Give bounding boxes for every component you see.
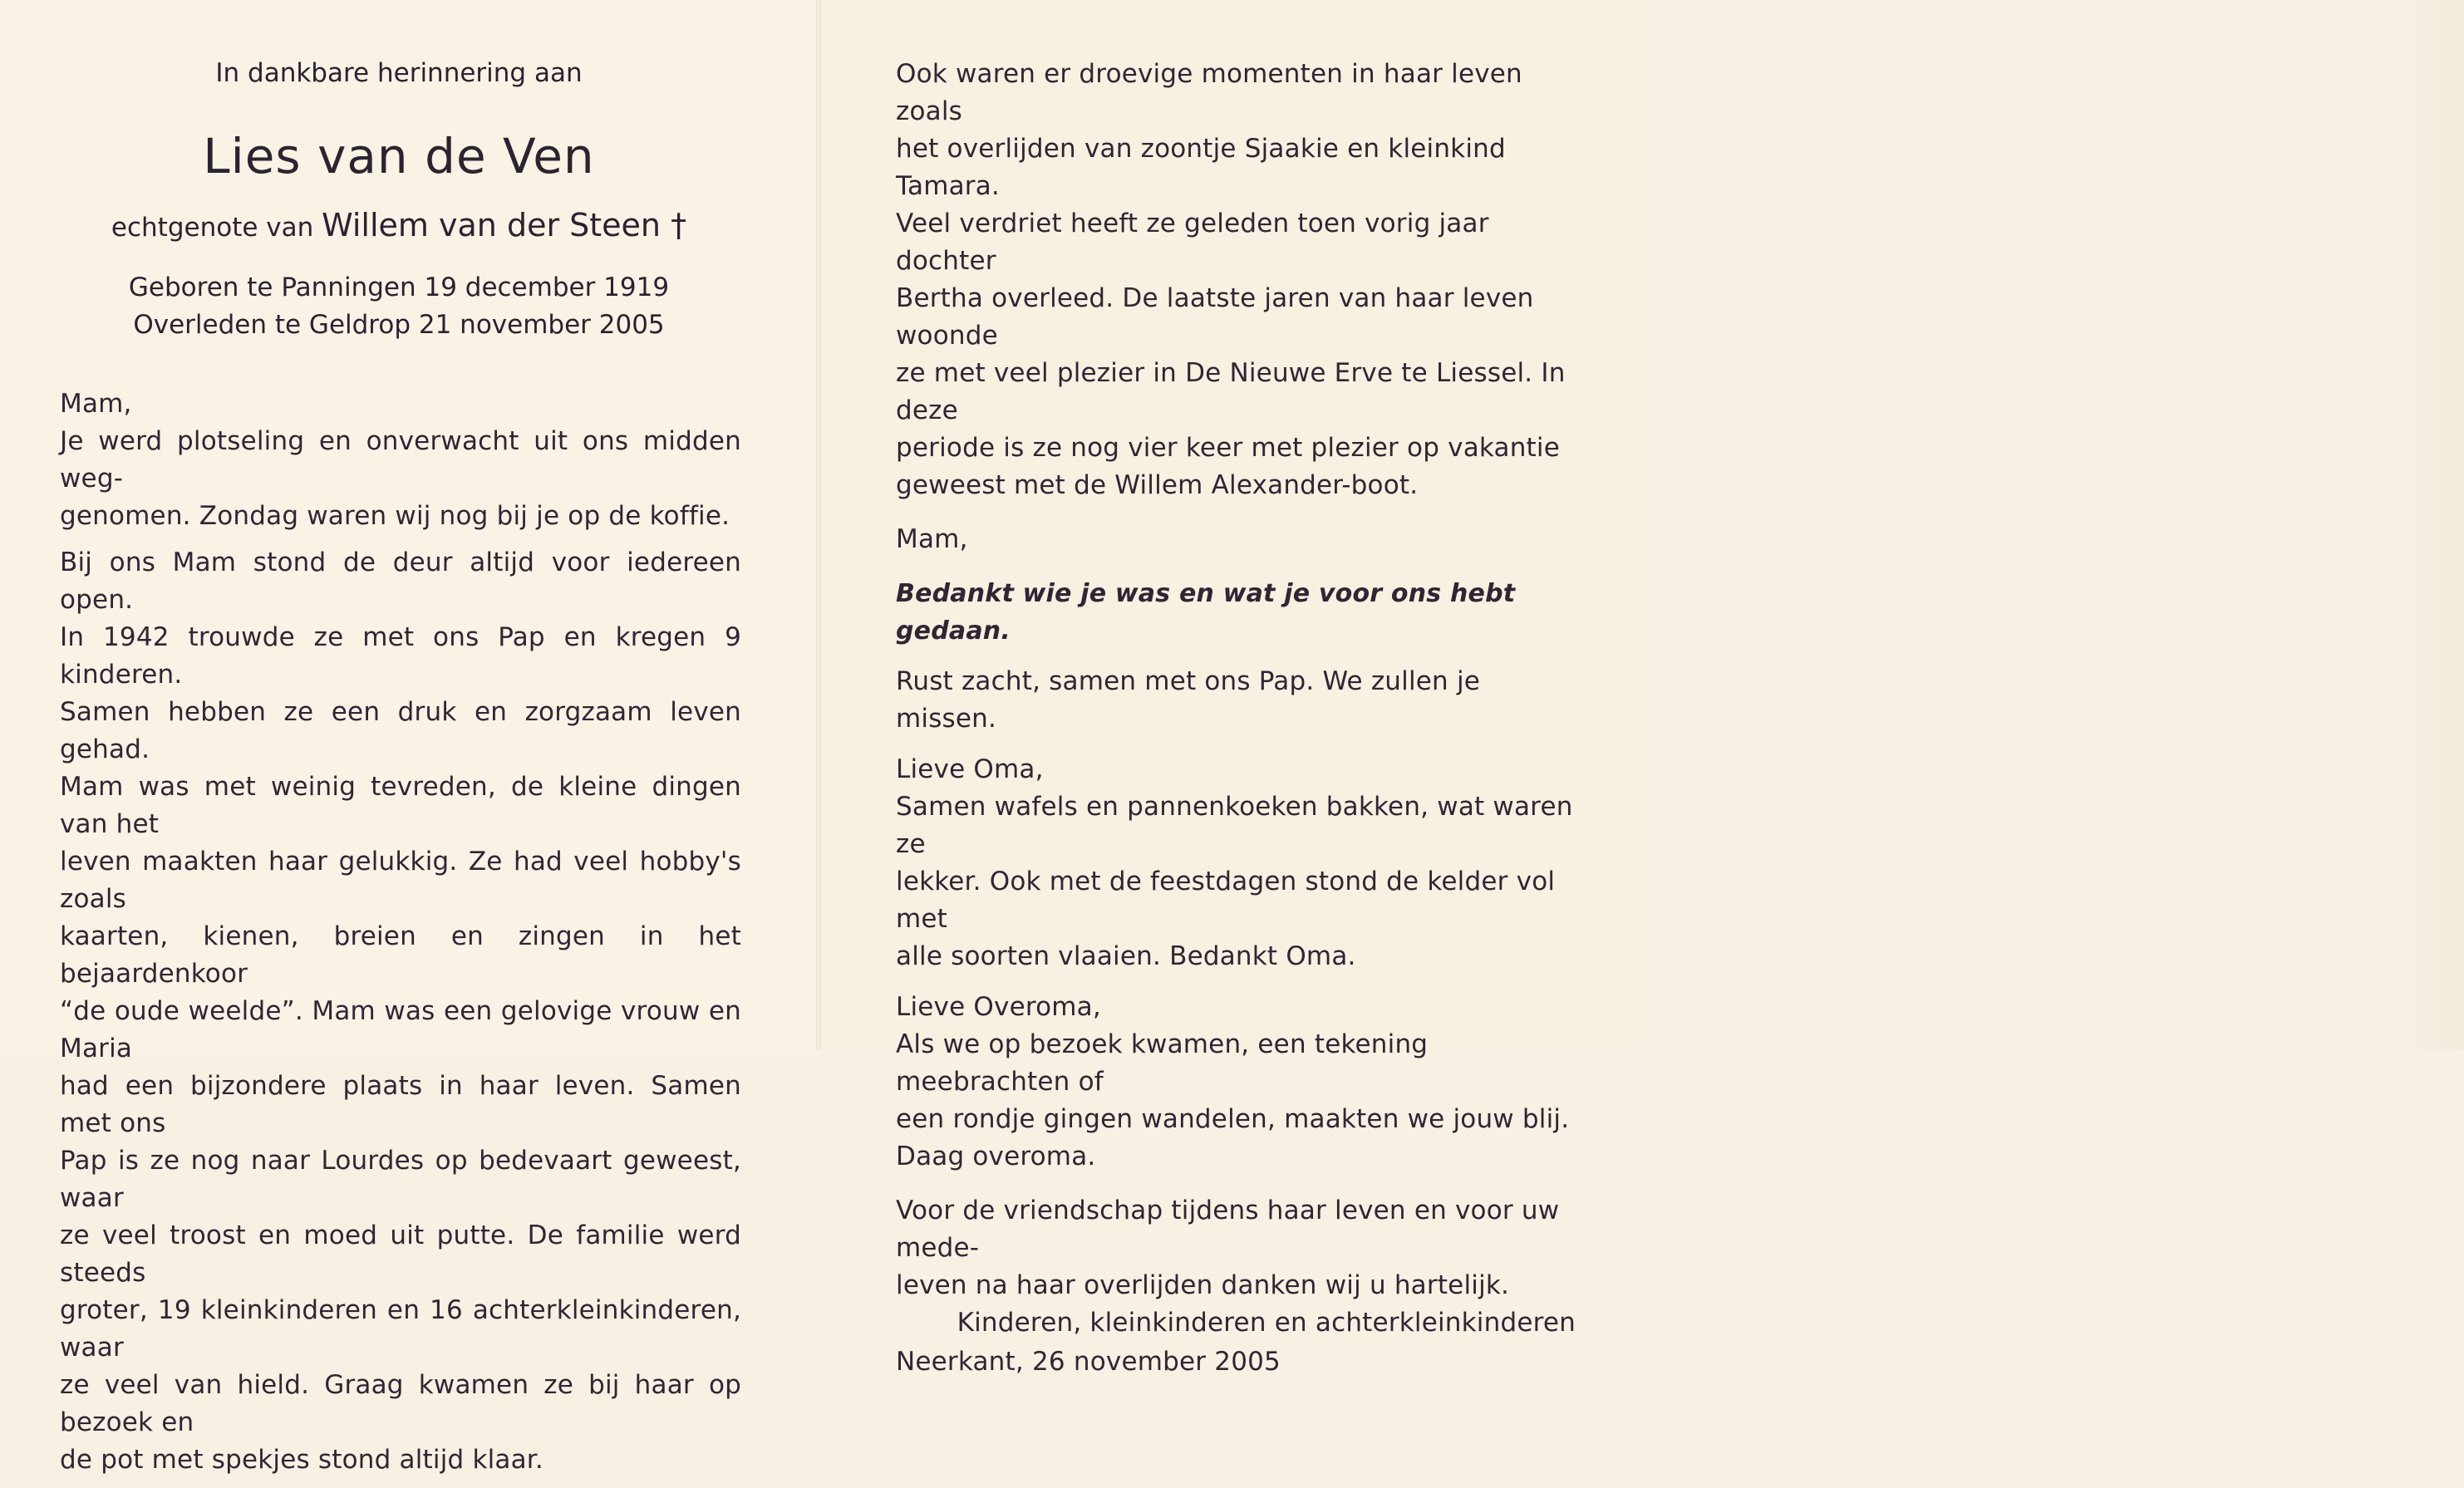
gratitude-message: Voor de vriendschap tijdens haar leven en voor uw mede- leven na haar overlijden danken wij u hartelijk. — [896, 1196, 1560, 1300]
overoma-message: Lieve Overoma, Als we op bezoek kwamen, een tekening meebrachten of een rondje gingen wandelen, maakten we jouw blij. Daag overoma. — [896, 992, 1570, 1171]
rest-line: Rust zacht, samen met ons Pap. We zullen je missen. — [896, 666, 1481, 734]
spouse-line — [0, 207, 798, 247]
place-date: Neerkant, 26 november 2005 — [896, 1347, 1281, 1377]
life-dates — [0, 269, 798, 344]
mam-salutation: Mam, — [896, 524, 968, 554]
left-message — [60, 386, 741, 1488]
card-heading — [0, 55, 798, 344]
deceased-name: Lies van de Ven — [203, 128, 595, 184]
oma-message: Lieve Oma, Samen wafels en pannenkoeken bakken, wat waren ze lekker. Ook met de feestdagen stond de kelder vol met alle soorten vlaaien. Bedankt Oma. — [896, 754, 1573, 971]
right-message — [896, 56, 1576, 1381]
death-line: Overleden te Geldrop 21 november 2005 — [133, 310, 665, 340]
left-page — [0, 0, 816, 1475]
life-story: Bij ons Mam stond de deur altijd voor iedereen open. In 1942 trouwde ze met ons Pap en kregen 9 kinderen. Samen hebben ze een druk en zorgzaam leven gehad. Mam was met weinig tevreden, de kleine dingen van het leven maakten haar gelukkig. Ze had veel hobby's zoals kaarten, kienen, breien en zingen in het bejaardenkoor “de oude weelde”. Mam was een gelovige vrouw en Maria had een bijzondere plaats in haar leven. Samen met ons Pap is ze nog naar Lourdes op bedevaart geweest, waar ze veel troost en moed uit putte. De familie werd steeds groter, 19 kleinkinderen en 16 achterkleinkinderen, waar ze veel van hield. Graag kwamen ze bij haar op bezoek en de pot met spekjes stond altijd klaar. — [60, 548, 741, 1475]
spouse-name: Willem van der Steen † — [322, 207, 687, 243]
intro-line: In dankbare herinnering aan — [215, 58, 583, 88]
sad-moments: Ook waren er droevige momenten in haar leven zoals het overlijden van zoontje Sjaakie en kleinkind Tamara. Veel verdriet heeft ze geleden toen vorig jaar dochter Bertha overleed. De laatste jaren van haar leven woonde ze met veel plezier in De Nieuwe Erve te Liessel. In deze periode is ze nog vier keer met plezier op vakantie geweest met de Willem Alexander-boot. — [896, 59, 1566, 500]
family-signature: Kinderen, kleinkinderen en achterkleinkinderen — [957, 1308, 1576, 1338]
message-opening: Mam, Je werd plotseling en onverwacht uit ons midden weg- genomen. Zondag waren wij nog bij je op de koffie. — [60, 389, 741, 531]
thanks-line: Bedankt wie je was en wat je voor ons hebt gedaan. — [896, 579, 1516, 646]
spouse-prefix: echtgenote van — [111, 213, 314, 243]
paper-shading — [2396, 0, 2464, 1050]
birth-line: Geboren te Panningen 19 december 1919 — [128, 273, 670, 302]
